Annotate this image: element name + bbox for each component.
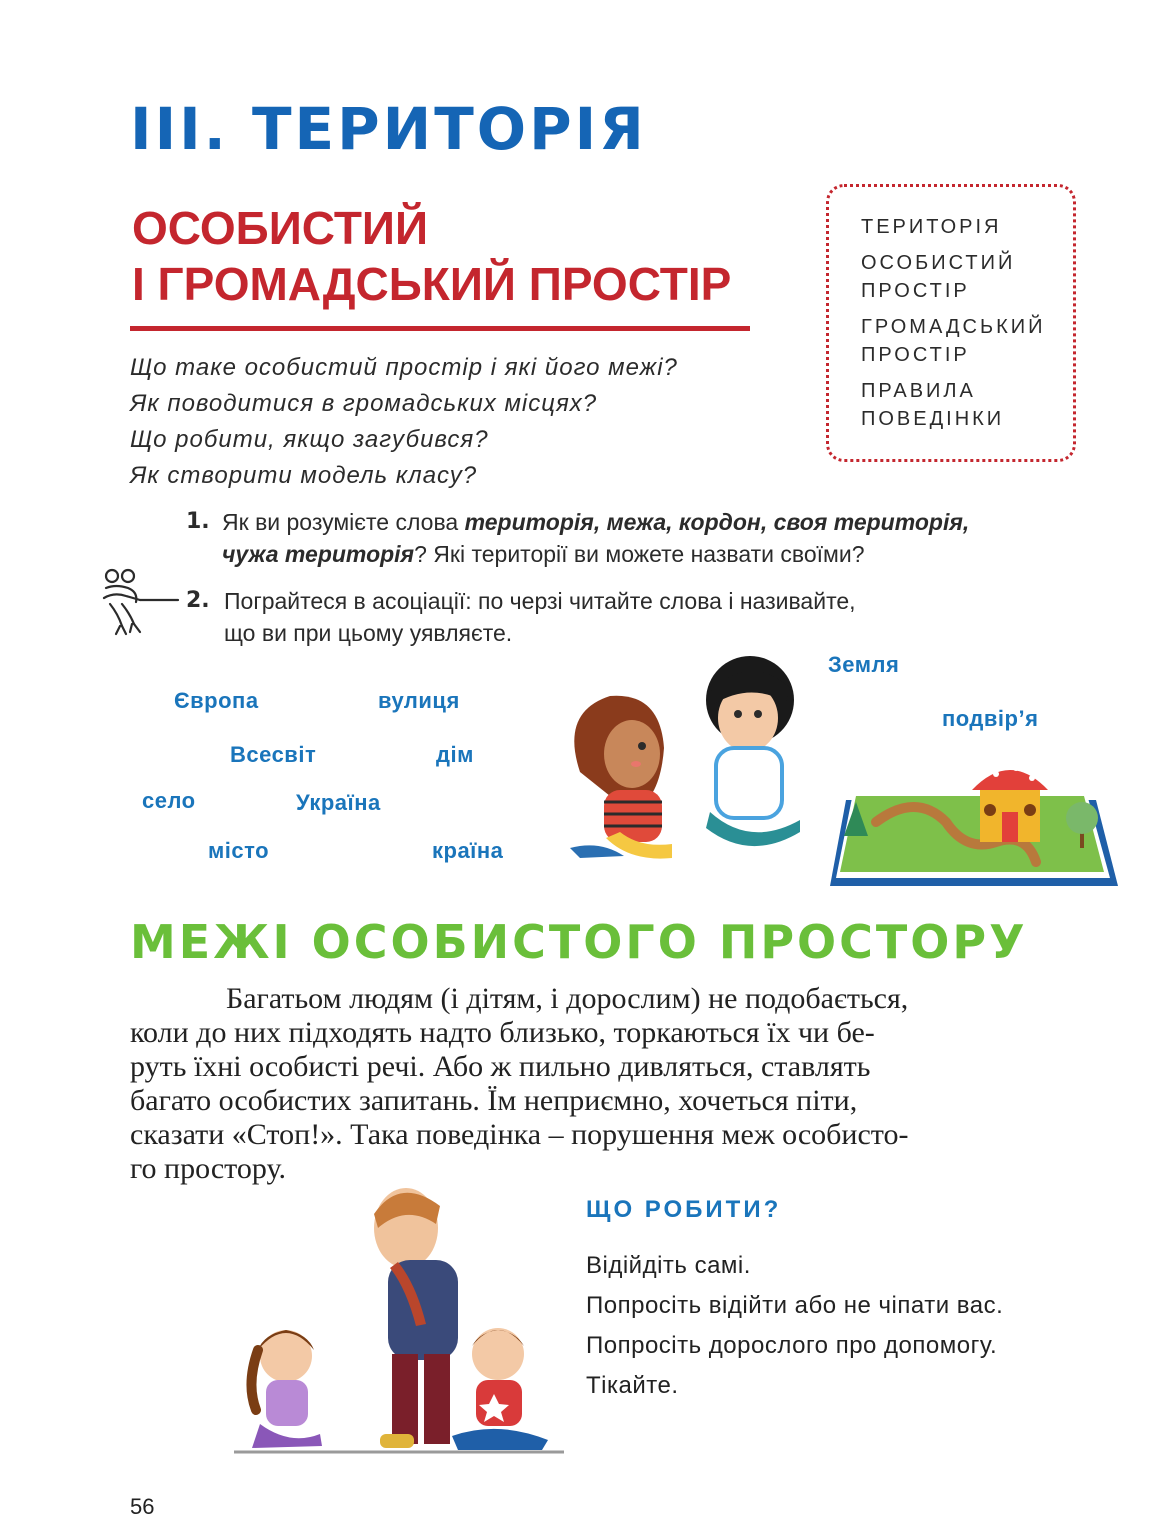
keyword: ПРОСТІР xyxy=(861,344,970,366)
association-word: Європа xyxy=(174,688,259,713)
task-2 xyxy=(186,585,1096,655)
task-text xyxy=(224,585,856,649)
what-to-do-heading: ЩО РОБИТИ? xyxy=(586,1196,782,1223)
task-number: 2. xyxy=(186,588,210,613)
lesson-questions xyxy=(130,350,678,494)
task-text-part: Як ви розумієте слова xyxy=(222,509,465,535)
children-sitting-illustration xyxy=(560,652,820,872)
paragraph-line: го простору. xyxy=(130,1152,286,1185)
association-word: дім xyxy=(436,742,474,767)
task-text xyxy=(222,506,969,570)
task-number: 1. xyxy=(186,509,210,534)
association-word: місто xyxy=(208,838,270,863)
task-text-line: що ви при цьому уявляєте. xyxy=(224,620,513,646)
chapter-title: III. ТЕРИТОРІЯ xyxy=(130,95,647,163)
task-text-part: ? Які території ви можете назвати своїми? xyxy=(414,541,865,567)
association-word: село xyxy=(142,788,196,813)
section-title: МЕЖІ ОСОБИСТОГО ПРОСТОРУ xyxy=(130,915,1028,969)
popup-book-house-illustration xyxy=(826,752,1122,892)
question: Як поводитися в громадських місцях? xyxy=(130,390,598,417)
advice-item: Відійдіть самі. xyxy=(586,1252,751,1279)
keyword: ПОВЕДІНКИ xyxy=(861,408,1005,430)
title-divider xyxy=(130,326,750,331)
keyword: ОСОБИСТИЙ xyxy=(861,252,1016,274)
paragraph-line: руть їхні особисті речі. Або ж пильно дивляться, ставлять xyxy=(130,1050,871,1083)
advice-item: Попросіть відійти або не чіпати вас. xyxy=(586,1292,1004,1319)
question: Що робити, якщо загубився? xyxy=(130,426,489,453)
association-word: Всесвіт xyxy=(230,742,317,767)
what-to-do-list xyxy=(586,1246,1003,1406)
page-number: 56 xyxy=(130,1494,155,1519)
lesson-title-line: І ГРОМАДСЬКИЙ ПРОСТІР xyxy=(132,258,732,310)
keyword: ТЕРИТОРІЯ xyxy=(861,216,1002,238)
association-word: Україна xyxy=(296,790,381,815)
keyword: ПРОСТІР xyxy=(861,280,970,302)
paragraph-line: коли до них підходять надто близько, торкаються їх чи бе- xyxy=(130,1016,875,1049)
question: Що таке особистий простір і які його межі? xyxy=(130,354,678,381)
lesson-title xyxy=(132,200,731,312)
advice-item: Попросіть дорослого про допомогу. xyxy=(586,1332,998,1359)
association-word: Земля xyxy=(828,652,900,677)
advice-item: Тікайте. xyxy=(586,1372,679,1399)
body-paragraph xyxy=(130,982,1088,1186)
task-text-line: Пограйтеся в асоціації: по черзі читайте слова і називайте, xyxy=(224,588,856,614)
man-and-children-illustration xyxy=(230,1184,570,1460)
keyword: ГРОМАДСЬКИЙ xyxy=(861,316,1046,338)
lesson-title-line: ОСОБИСТИЙ xyxy=(132,202,429,254)
keyword: ПРАВИЛА xyxy=(861,380,976,402)
task-key-terms: чужа територія xyxy=(222,541,415,567)
association-word: подвір’я xyxy=(942,706,1039,731)
association-word: країна xyxy=(432,838,504,863)
keywords-box xyxy=(826,184,1076,462)
paragraph-line: Багатьом людям (і дітям, і дорослим) не подобається, xyxy=(226,982,909,1015)
pair-work-icon xyxy=(100,566,184,636)
task-key-terms: територія, межа, кордон, своя територія, xyxy=(464,509,970,535)
paragraph-line: багато особистих запитань. Їм неприємно, хочеться піти, xyxy=(130,1084,858,1117)
paragraph-line: сказати «Стоп!». Така поведінка – порушення меж особисто- xyxy=(130,1118,909,1151)
question: Як створити модель класу? xyxy=(130,462,478,489)
task-1 xyxy=(186,506,1096,576)
association-word: вулиця xyxy=(378,688,460,713)
